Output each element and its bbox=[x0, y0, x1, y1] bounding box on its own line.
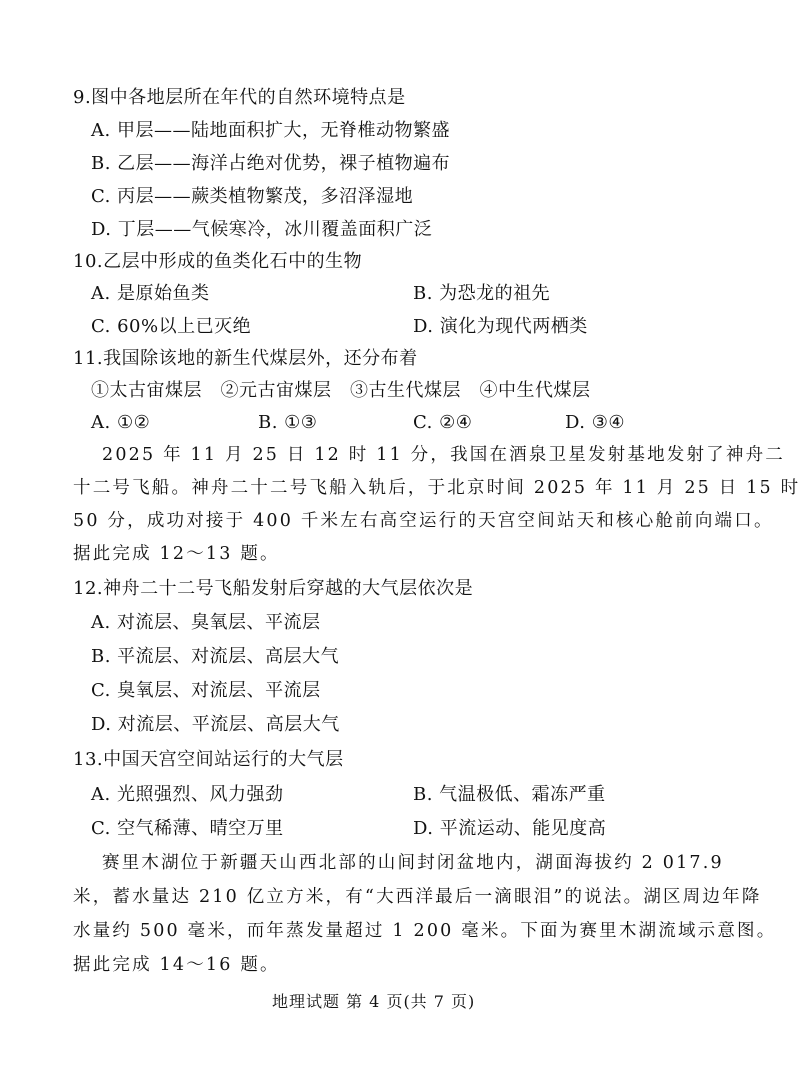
q10-stem: 10.乙层中形成的鱼类化石中的生物 bbox=[73, 251, 363, 272]
passage2-line-3: 水量约 500 毫米，而年蒸发量超过 1 200 毫米。下面为赛里木湖流域示意图。 bbox=[73, 921, 777, 941]
q9-option-c: C. 丙层——蕨类植物繁茂，多沼泽湿地 bbox=[91, 186, 414, 207]
q10-option-d: D. 演化为现代两栖类 bbox=[413, 316, 588, 337]
passage1-line-2: 十二号飞船。神舟二十二号飞船入轨后，于北京时间 2025 年 11 月 25 日 15 时 bbox=[73, 478, 800, 498]
page-footer: 地理试题 第 4 页(共 7 页) bbox=[272, 992, 476, 1011]
q11-option-d: D. ③④ bbox=[565, 412, 626, 433]
q9-option-b: B. 乙层——海洋占绝对优势，裸子植物遍布 bbox=[91, 153, 451, 174]
q12-stem: 12.神舟二十二号飞船发射后穿越的大气层依次是 bbox=[73, 578, 474, 599]
passage1-line-1: 2025 年 11 月 25 日 12 时 11 分，我国在酒泉卫星发射基地发射了神舟二 bbox=[102, 445, 785, 465]
q10-option-a: A. 是原始鱼类 bbox=[91, 283, 210, 304]
q9-option-d: D. 丁层——气候寒冷，冰川覆盖面积广泛 bbox=[91, 219, 433, 240]
q11-stem: 11.我国除该地的新生代煤层外，还分布着 bbox=[73, 348, 418, 369]
passage1-line-4: 据此完成 12～13 题。 bbox=[73, 544, 280, 564]
passage2-line-1: 赛里木湖位于新疆天山西北部的山间封闭盆地内，湖面海拔约 2 017.9 bbox=[102, 853, 724, 873]
q10-option-c: C. 60%以上已灭绝 bbox=[91, 316, 252, 337]
q13-option-b: B. 气温极低、霜冻严重 bbox=[413, 784, 606, 805]
q13-option-d: D. 平流运动、能见度高 bbox=[413, 818, 607, 839]
q12-option-b: B. 平流层、对流层、高层大气 bbox=[91, 646, 340, 667]
q12-option-c: C. 臭氧层、对流层、平流层 bbox=[91, 680, 321, 701]
passage2-line-4: 据此完成 14～16 题。 bbox=[73, 955, 280, 975]
q10-option-b: B. 为恐龙的祖先 bbox=[413, 283, 551, 304]
q11-option-b: B. ①③ bbox=[258, 412, 318, 433]
q11-option-c: C. ②④ bbox=[413, 412, 473, 433]
q13-option-c: C. 空气稀薄、晴空万里 bbox=[91, 818, 284, 839]
q12-option-a: A. 对流层、臭氧层、平流层 bbox=[91, 612, 321, 633]
q9-option-a: A. 甲层——陆地面积扩大，无脊椎动物繁盛 bbox=[91, 120, 450, 141]
q13-option-a: A. 光照强烈、风力强劲 bbox=[91, 784, 284, 805]
q13-stem: 13.中国天宫空间站运行的大气层 bbox=[73, 749, 344, 770]
q11-items: ①太古宙煤层 ②元古宙煤层 ③古生代煤层 ④中生代煤层 bbox=[91, 380, 591, 401]
q9-stem: 9.图中各地层所在年代的自然环境特点是 bbox=[73, 87, 406, 108]
q11-option-a: A. ①② bbox=[91, 412, 151, 433]
q12-option-d: D. 对流层、平流层、高层大气 bbox=[91, 714, 340, 735]
passage1-line-3: 50 分，成功对接于 400 千米左右高空运行的天宫空间站天和核心舱前向端口。 bbox=[73, 511, 774, 531]
passage2-line-2: 米，蓄水量达 210 亿立方米，有“大西洋最后一滴眼泪”的说法。湖区周边年降 bbox=[73, 887, 762, 907]
